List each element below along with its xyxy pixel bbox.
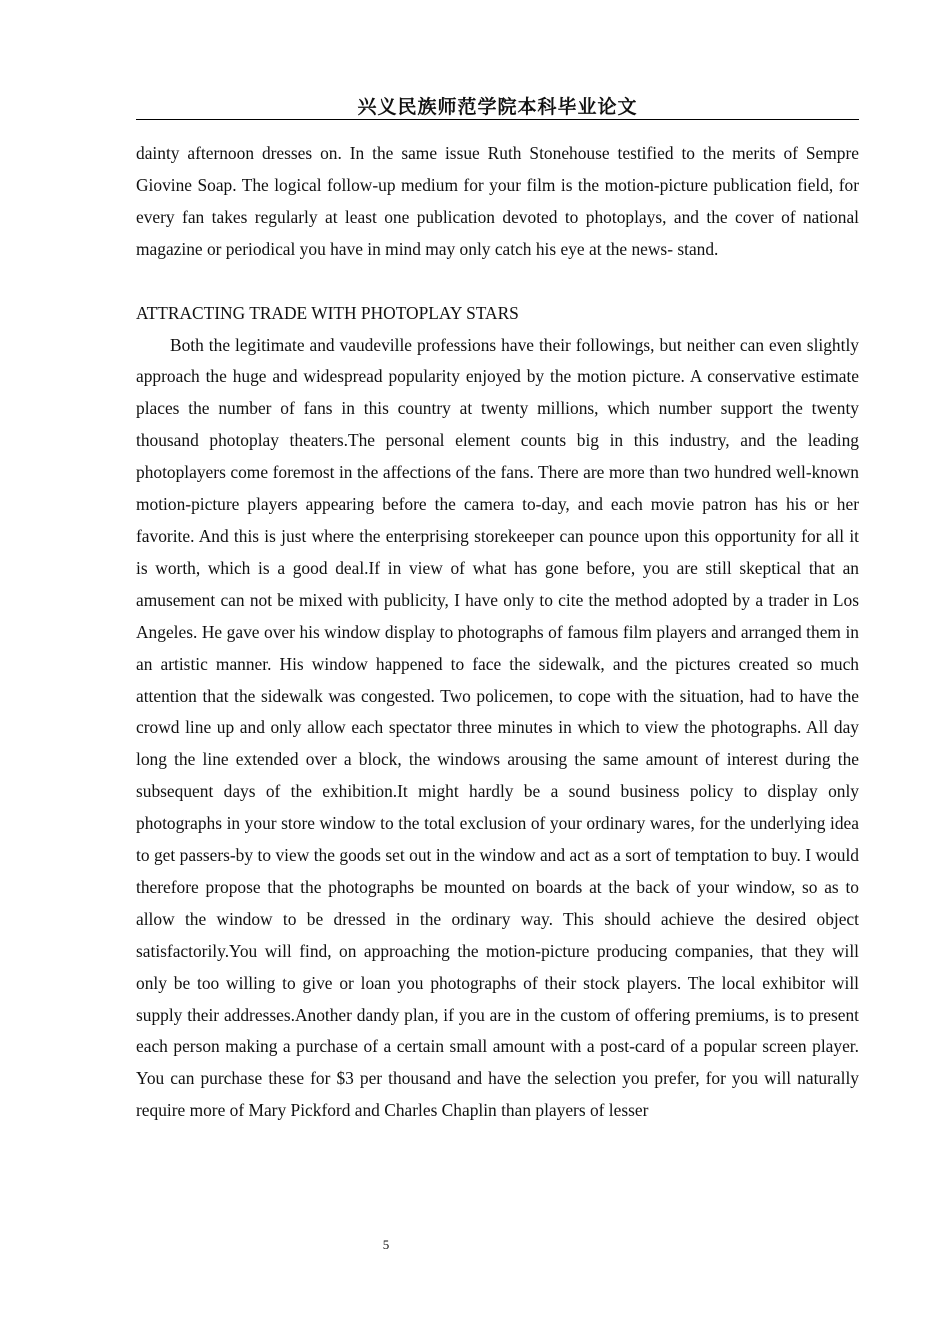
paragraph-spacer — [136, 266, 859, 298]
running-header-title: 兴义民族师范学院本科毕业论文 — [357, 96, 638, 118]
page-number: 5 — [382, 1237, 390, 1252]
section-heading: ATTRACTING TRADE WITH PHOTOPLAY STARS — [136, 302, 519, 323]
intro-paragraph: dainty afternoon dresses on. In the same issue Ruth Stonehouse testified to the merits of Sempre Giovine Soap. The logical follow-up medium for your film is the motion-picture publication field, for every fan takes regularly at least one publication devoted to photoplays, and the cover of national magazine or periodical you have in mind may only catch his eye at the news- stand. — [136, 143, 859, 259]
main-paragraph: Both the legitimate and vaudeville professions have their followings, but neither can even slightly approach the huge and widespread popularity enjoyed by the motion picture. A conservative estimate places the number of fans in this country at twenty millions, which number support the twenty thousand photoplay theaters.The personal element counts big in this industry, and the leading photoplayers come foremost in the affections of the fans. There are more than two hundred well-known motion-picture players appearing before the camera to-day, and each movie patron has his or her favorite. And this is just where the enterprising storekeeper can pounce upon this opportunity for all it is worth, which is a good deal.If in view of what has gone before, you are still skeptical that an amusement can not be mixed with publicity, I have only to cite the method adopted by a trader in Los Angeles. He gave over his window display to photographs of famous film players and arranged them in an artistic manner. His window happened to face the sidewalk, and the pictures created so much attention that the sidewalk was congested. Two policemen, to cope with the situation, had to have the crowd line up and only allow each spectator three minutes in which to view the photographs. All day long the line extended over a block, the windows arousing the same amount of interest during the subsequent days of the exhibition.It might hardly be a sound business policy to display only photographs in your store window to the total exclusion of your ordinary wares, for the underlying idea to get passers-by to view the goods set out in the window and act as a sort of temptation to buy. I would therefore propose that the photographs be mounted on boards at the back of your window, so as to allow the window to be dressed in the ordinary way. This should achieve the desired object satisfactorily.You will find, on approaching the motion-picture producing companies, that they will only be too willing to give or loan you photographs of their stock players. The local exhibitor will supply their addresses.Another dandy plan, if you are in the custom of offering premiums, is to present each person making a purchase of a certain small amount with a post-card of a popular screen player. You can purchase these for $3 per thousand and have the selection you prefer, for you will naturally require more of Mary Pickford and Charles Chaplin than players of lesser — [136, 334, 859, 1121]
header-divider — [136, 119, 859, 120]
body-text — [136, 138, 859, 1127]
